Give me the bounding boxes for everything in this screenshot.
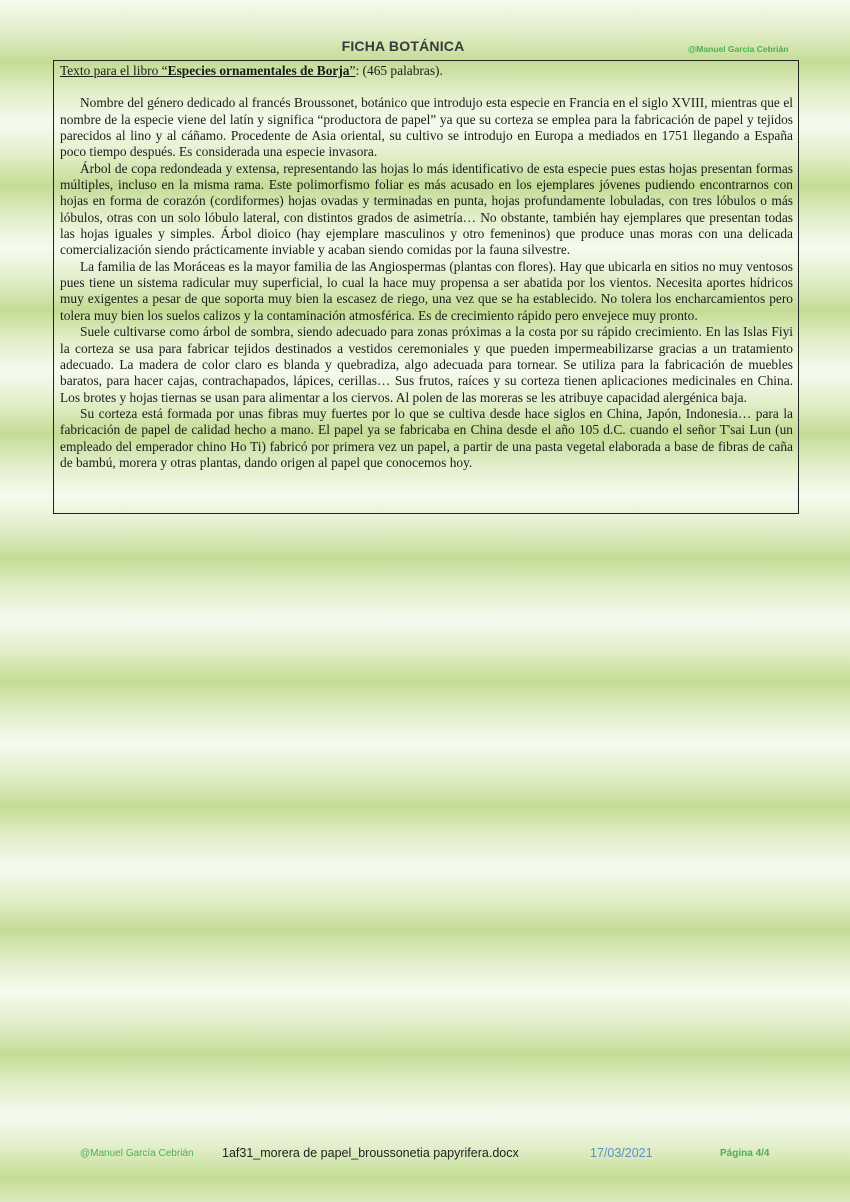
page-title: FICHA BOTÁNICA xyxy=(341,38,465,54)
intro-label-close: ” xyxy=(349,63,356,78)
intro-label: Texto para el libro “ xyxy=(60,63,168,78)
paragraph-uses: Suele cultivarse como árbol de sombra, siendo adecuado para zonas próximas a la costa por su rápido crecimiento. En las Islas Fiyi la corteza se usa para fabricar tejidos destinados a vestidos ceremoniales y que pueden impermeabilizarse gracias a un tratamiento adecuado. La madera de color claro es blanda y quebradiza, algo adecuada para tornear. Se utiliza para la fabricación de muebles baratos, para hacer cajas, contrachapados, lápices, cerillas… Sus frutos, raíces y su corteza tienen aplicaciones medicinales en China. Los brotes y hojas tiernas se usan para alimentar a los ciervos. Al polen de las moreras se les atribuye capacidad alergénica baja. xyxy=(60,324,793,405)
intro-word-count: : (465 palabras). xyxy=(355,63,443,78)
header-author: @Manuel García Cebrián xyxy=(688,44,789,54)
text-box xyxy=(53,60,799,514)
paragraph-paper: Su corteza está formada por unas fibras muy fuertes por lo que se cultiva desde hace siglos en China, Japón, Indonesia… para la fabricación de papel de calidad hecho a mano. El papel ya se fabricaba en China desde el año 105 d.C. cuando el señor T'sai Lun (un empleado del emperador chino Ho Ti) fabricó por primera vez un papel, a partir de una pasta vegetal elaborada a base de fibras de caña de bambú, morera y otras plantas, dando origen al papel que conocemos hoy. xyxy=(60,405,793,470)
paragraph-origin: Nombre del género dedicado al francés Broussonet, botánico que introdujo esta especie en Francia en el siglo XVIII, mientras que el nombre de la especie viene del latín y significa “productora de papel” ya que su corteza se emplea para la fabricación de papel y tejidos parecidos al lino y al cáñamo. Procedente de Asia oriental, su cultivo se introdujo en Europa a mediados en 1751 llegando a España poco tiempo después. Es considerada una especie invasora. xyxy=(60,95,793,160)
paragraph-description: Árbol de copa redondeada y extensa, representando las hojas lo más identificativo de esta especie pues estas hojas presentan formas múltiples, incluso en la misma rama. Este polimorfismo foliar es más acusado en los ejemplares jóvenes pudiendo encontrarnos con hojas en forma de corazón (cordiformes) hojas ovadas y terminadas en punta, hojas profundamente lobuladas, con tres lóbulos o más lóbulos, otras con un solo lóbulo lateral, con distintos grados de asimetría… No obstante, también hay ejemplares que presentan todas las hojas iguales y simples. Árbol dioico (hay ejemplare masculinos y otro femeninos) que produce unas moras con una delicada comercialización siendo prácticamente inviable y acaban siendo comidas por la fauna silvestre. xyxy=(60,160,793,258)
intro-book-title: Especies ornamentales de Borja xyxy=(167,63,350,78)
footer-page-number: Página 4/4 xyxy=(720,1148,770,1159)
intro-line xyxy=(60,63,793,79)
footer-date: 17/03/2021 xyxy=(590,1146,653,1160)
footer-filename: 1af31_morera de papel_broussonetia papyrifera.docx xyxy=(222,1146,519,1160)
paragraph-requirements: La familia de las Moráceas es la mayor familia de las Angiospermas (plantas con flores). Hay que ubicarla en sitios no muy ventosos pues tiene un sistema radicular muy superficial, lo cual la hace muy propensa a ser abatida por los vientos. Necesita aportes hídricos muy exigentes a pesar de que soporta muy bien la escasez de riego, una vez que se ha establecido. No tolera los encharcamientos pero tolera muy bien los suelos calizos y la contaminación atmosférica. Es de crecimiento rápido pero envejece muy pronto. xyxy=(60,258,793,323)
footer-author: @Manuel García Cebrián xyxy=(80,1148,194,1159)
